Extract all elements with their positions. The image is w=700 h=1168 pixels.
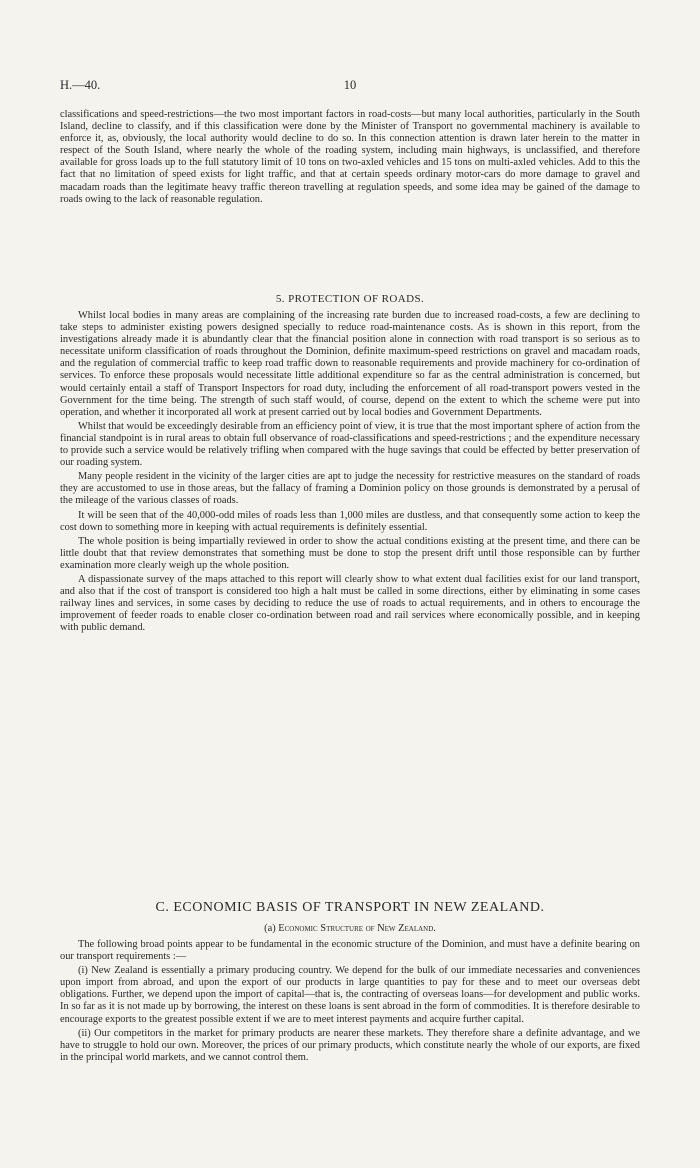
paragraph: classifications and speed-restrictions—the two most important factors in road-costs—but many local authorities, particularly in the South Island, decline to classify, and if this classification were done by the Minister of Transport no governmental machinery is available to enforce it, as, obviously, the local authority would decline to do so. In this connection attention is drawn later herein to the matter in respect of the South Island, where nearly the whole of the roading system, including main highways, is unclassified, and therefore available for gross loads up to the full statutory limit of 10 tons on two-axled vehicles and 15 tons on multi-axled vehicles. Add to this the fact that no limitation of speed exists for light traffic, and that at certain speeds ordinary motor-cars do more damage to gravel and macadam roads than the legitimate heavy traffic thereon travelling at regulation speeds, and some idea may be gained of the damage to roads owing to the lack of reasonable regulation. <box>60 109 640 205</box>
subsection-prefix: (a) <box>264 923 276 934</box>
paragraph: The following broad points appear to be fundamental in the economic structure of the Dominion, and must have a definite bearing on our transport requirements :— <box>60 939 640 963</box>
economic-structure-section <box>60 939 640 1066</box>
paragraph: Whilst local bodies in many areas are complaining of the increasing rate burden due to increased road-costs, a few are declining to take steps to administer existing powers designed specially to reduce road-maintenance costs. As is shown in this report, from the investigations already made it is abundantly clear that the financial position alone in connection with road transport is so serious as to necessitate uniform classification of roads throughout the Dominion, definite maximum-speed restrictions on gravel and macadam roads, and the regulation of commercial traffic to keep road traffic down to reasonable requirements and provide machinery for co-ordination of services. To enforce these proposals would necessitate little additional expenditure so far as the central administration is concerned, but would certainly entail a staff of Transport Inspectors for road duty, including the enforcement of all road-transport powers vested in the Government for the time being. The strength of such staff would, of course, depend on the extent to which the scheme were put into operation, and whether it incorporated all work at present carried out by local bodies and Government Departments. <box>60 310 640 418</box>
subsection-heading <box>60 923 640 934</box>
page-header <box>60 78 640 94</box>
paragraph: The whole position is being impartially reviewed in order to show the actual conditions existing at the present time, and there can be little doubt that that review demonstrates that something must be done to stop the present drift until those responsible can by further examination more clearly weigh up the whole position. <box>60 535 640 571</box>
paragraph: Whilst that would be exceedingly desirable from an efficiency point of view, it is true that the most important sphere of action from the financial standpoint is in rural areas to obtain full observance of road-classifications and speed-restrictions ; and the expenditure necessary to provide such a service would be relatively trifling when compared with the huge savings that could be effected by better preservation of our roading system. <box>60 420 640 469</box>
page-number: 10 <box>343 78 357 92</box>
section-heading-protection-of-roads: 5. PROTECTION OF ROADS. <box>275 293 425 305</box>
protection-of-roads-section <box>60 310 640 636</box>
section-heading-economic-basis: C. ECONOMIC BASIS OF TRANSPORT IN NEW ZEALAND. <box>155 900 545 915</box>
paragraph: (ii) Our competitors in the market for primary products are nearer these markets. They therefore share a definite advantage, and we have to struggle to hold our own. Moreover, the prices of our primary products, which constitute nearly the whole of our exports, are fixed in the principal world markets, and we cannot control them. <box>60 1027 640 1063</box>
paragraph: Many people resident in the vicinity of the larger cities are apt to judge the necessity for restrictive measures on the standard of roads they are accustomed to use in those areas, but the fallacy of framing a Dominion policy on those grounds is demonstrated by a perusal of the mileage of the various classes of roads. <box>60 471 640 507</box>
page-reference: H.—40. <box>60 78 101 92</box>
paragraph: It will be seen that of the 40,000-odd miles of roads less than 1,000 miles are dustless, and that consequently some action to keep the cost down to something more in keeping with actual requirements is definitely essential. <box>60 509 640 533</box>
intro-section <box>60 109 640 208</box>
subsection-title: Economic Structure of New Zealand. <box>278 923 436 934</box>
paragraph: A dispassionate survey of the maps attached to this report will clearly show to what extent dual facilities exist for our land transport, and also that if the cost of transport is considered too high a halt must be called in some directions, either by eliminating in some cases railway lines and services, in some cases by deciding to reduce the use of roads to actual requirements, and in others to encourage the improvement of feeder roads to enable closer co-ordination between road and rail services where economically possible, and in keeping with public demand. <box>60 573 640 634</box>
paragraph: (i) New Zealand is essentially a primary producing country. We depend for the bulk of our immediate necessaries and conveniences upon import from abroad, and upon the export of our products in large quantities to pay for these and to meet our overseas debt obligations. Further, we depend upon the import of capital—that is, the contracting of overseas loans—for development and public works. In so far as it is not made up by borrowing, the interest on these loans is sent abroad in the form of commodities. It is therefore desirable to encourage exports to the greatest possible extent if we are to meet interest payments and acquire further capital. <box>60 965 640 1025</box>
